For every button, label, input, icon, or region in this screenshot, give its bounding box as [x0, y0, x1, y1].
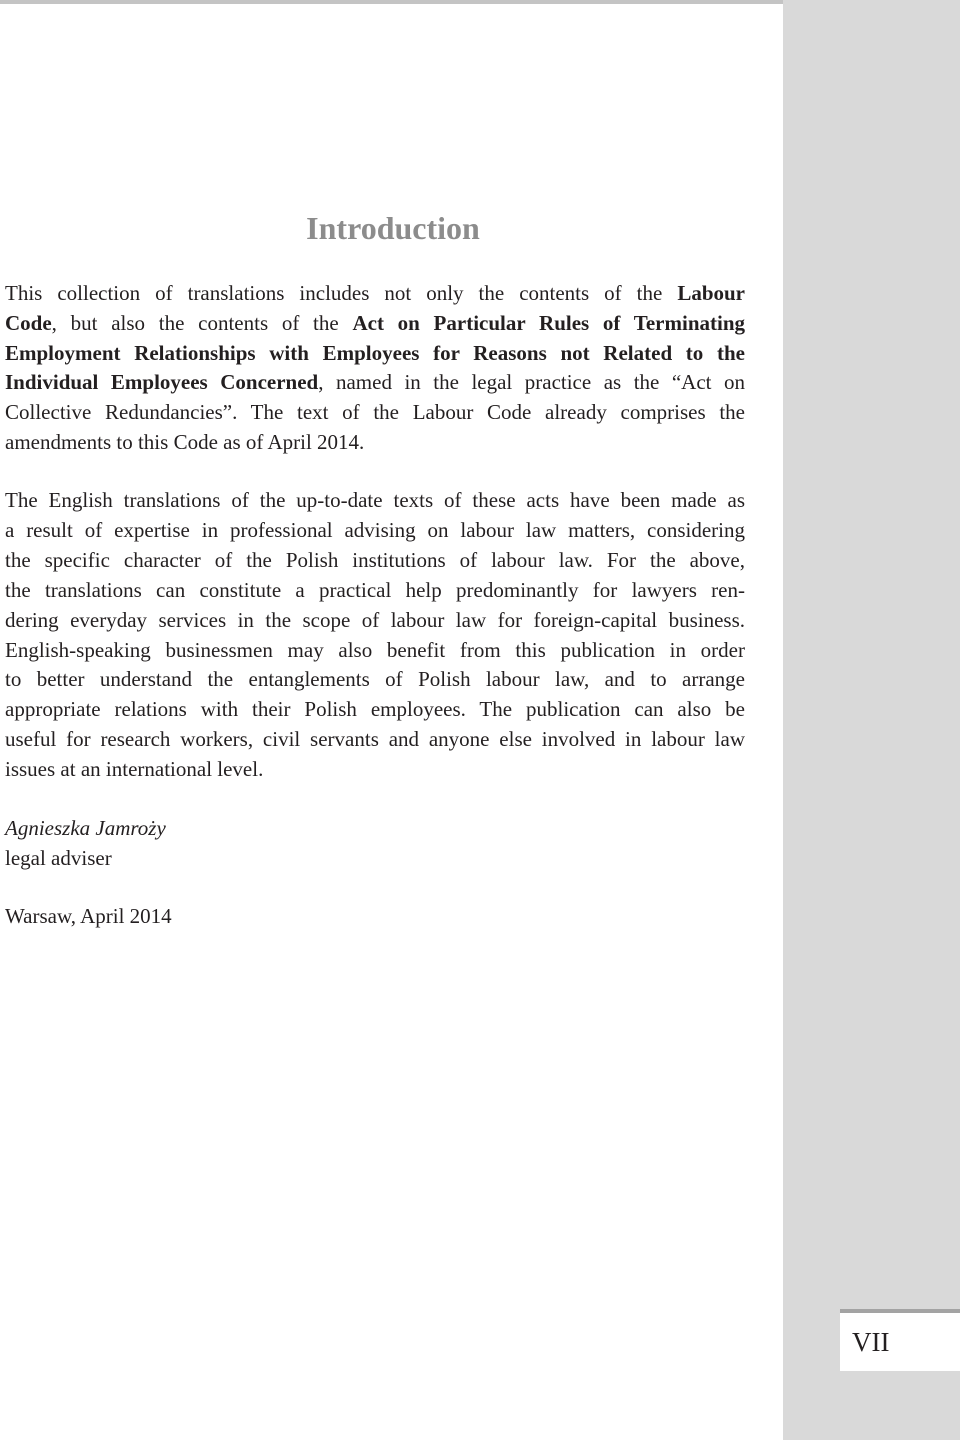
bold-text-run: Employment Relationships with Employees for Reasons not Related to the [5, 340, 745, 365]
text-line [5, 398, 745, 428]
text-line [5, 309, 745, 339]
bold-text-run: Act on Particular Rules of Terminating [352, 310, 746, 335]
signature-place-date: Warsaw, April 2014 [5, 904, 172, 928]
text-line: dering everyday services in the scope of labour law for foreign-capital business. [5, 607, 745, 632]
paragraph-1 [5, 279, 745, 458]
text-line: issues at an international level. [5, 757, 264, 782]
bold-text-run: Code [5, 310, 52, 335]
text-run: , named in the legal practice as the “Act on [318, 370, 745, 395]
bold-text-run: Labour [677, 281, 745, 305]
text-line: the specific character of the Polish institutions of labour law. For the above, [5, 547, 745, 572]
text-line [5, 339, 745, 369]
page-number: VII [852, 1327, 890, 1357]
page-number-box [840, 1313, 960, 1371]
text-run: Collective Redundancies”. The text of the Labour Code already comprises the [5, 400, 745, 425]
page-title: Introduction [306, 210, 480, 246]
text-line: the translations can constitute a practical help predominantly for lawyers ren- [5, 577, 745, 602]
text-line: appropriate relations with their Polish employees. The publication can also be [5, 697, 745, 722]
paragraph-2 [5, 486, 745, 785]
bold-text-run: Individual Employees Concerned [5, 370, 319, 395]
text-line [5, 368, 745, 398]
signature-role: legal adviser [5, 846, 112, 870]
text-run: amendments to this Code as of April 2014. [5, 429, 365, 454]
text-line [5, 279, 745, 309]
text-run: This collection of translations includes not only the contents of the [5, 281, 678, 305]
text-line: useful for research workers, civil servants and anyone else involved in labour law [5, 727, 745, 752]
text-line: The English translations of the up-to-date texts of these acts have been made as [5, 488, 745, 512]
text-run: , but also the contents of the [51, 310, 353, 335]
side-margin-band [783, 0, 960, 1440]
text-line [5, 428, 745, 458]
text-line: to better understand the entanglements of Polish labour law, and to arrange [5, 667, 745, 692]
text-line: a result of expertise in professional advising on labour law matters, considering [5, 517, 745, 542]
top-rule [0, 0, 783, 4]
text-line: English-speaking businessmen may also benefit from this publication in order [5, 637, 745, 662]
signature-name: Agnieszka Jamroży [5, 816, 166, 840]
